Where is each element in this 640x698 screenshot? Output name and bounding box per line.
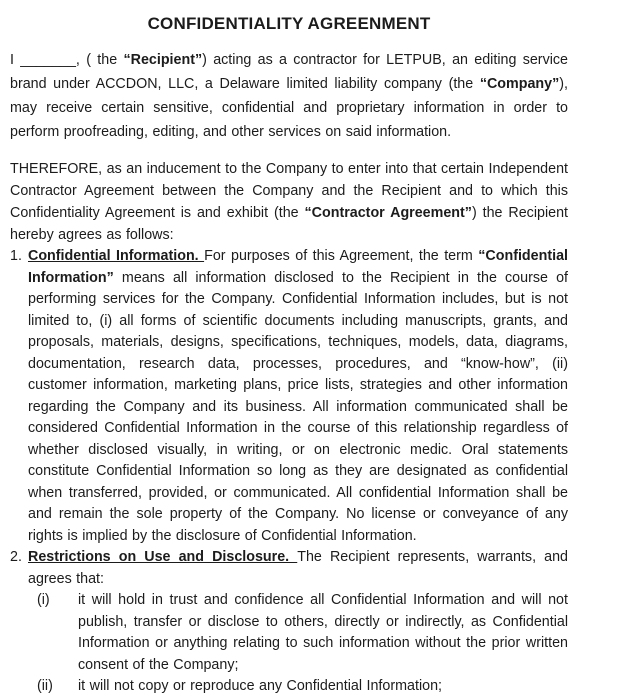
sub-item-i-text: it will hold in trust and confidence all Confidential Information and will not publish, transfer or disclose to others, directly or indirectly, as Confidential Information or anything relating to such information without the prior written consent of the Company; [78,592,568,673]
list-item-restrictions-text: Restrictions on Use and Disclosure. The Recipient represents, warrants, and agrees that: [28,549,568,587]
therefore-paragraph: THEREFORE, as an inducement to the Company to enter into that certain Independent Contractor Agreement between the Company and the Recipient and to which this Confidentiality Agreement is and exhibit (the “Contractor Agreement”) the Recipient hereby agrees as follows: [10,161,569,243]
intro-paragraph: I _______, ( the “Recipient”) acting as a contractor for LETPUB, an editing service brand under ACCDON, LLC, a Delaware limited liability company (the “Company”), may receive certain sensitive, confidential and proprietary information in order to perform proofreading, editing, and other services on said information. [10,52,568,140]
list-item-confidential-information-text: Confidential Information. For purposes of this Agreement, the term “Confidential Information” means all information disclosed to the Recipient in the course of performing services for the Company. Confidential Information includes, but is not limited to, (i) all forms of scientific documents including manuscripts, grants, and proposals, materials, designs, specifications, techniques, models, data, diagrams, documentation, research data, processes, procedures, and “know-how”, (ii) customer information, marketing plans, price lists, strategies and other information regarding the Company and its business. All information communicated shall be considered Confidential Information in the course of this relationship regardless of whether disclosed visually, in writing, or on electronic medic. Oral statements constitute Confidential Information so long as they are designated as confidential when transferred, provided, or communicated. All confidential Information shall be and remain the sole property of the Company. No license or conveyance of any rights is implied by the disclosure of Confidential Information. [28,248,568,544]
list-item-number: 2. [10,549,22,565]
sub-item-i [28,590,568,676]
sub-item-ii [28,676,568,698]
list-item-restrictions [10,547,568,698]
sub-item-ii-text: it will not copy or reproduce any Confidential Information; [78,678,442,694]
list-item-number: 1. [10,248,22,264]
sub-item-marker: (ii) [37,678,53,694]
numbered-list [10,246,568,698]
list-item-confidential-information [10,246,568,547]
document-title: CONFIDENTIALITY AGREENMENT [147,14,431,33]
sub-item-marker: (i) [37,592,50,608]
